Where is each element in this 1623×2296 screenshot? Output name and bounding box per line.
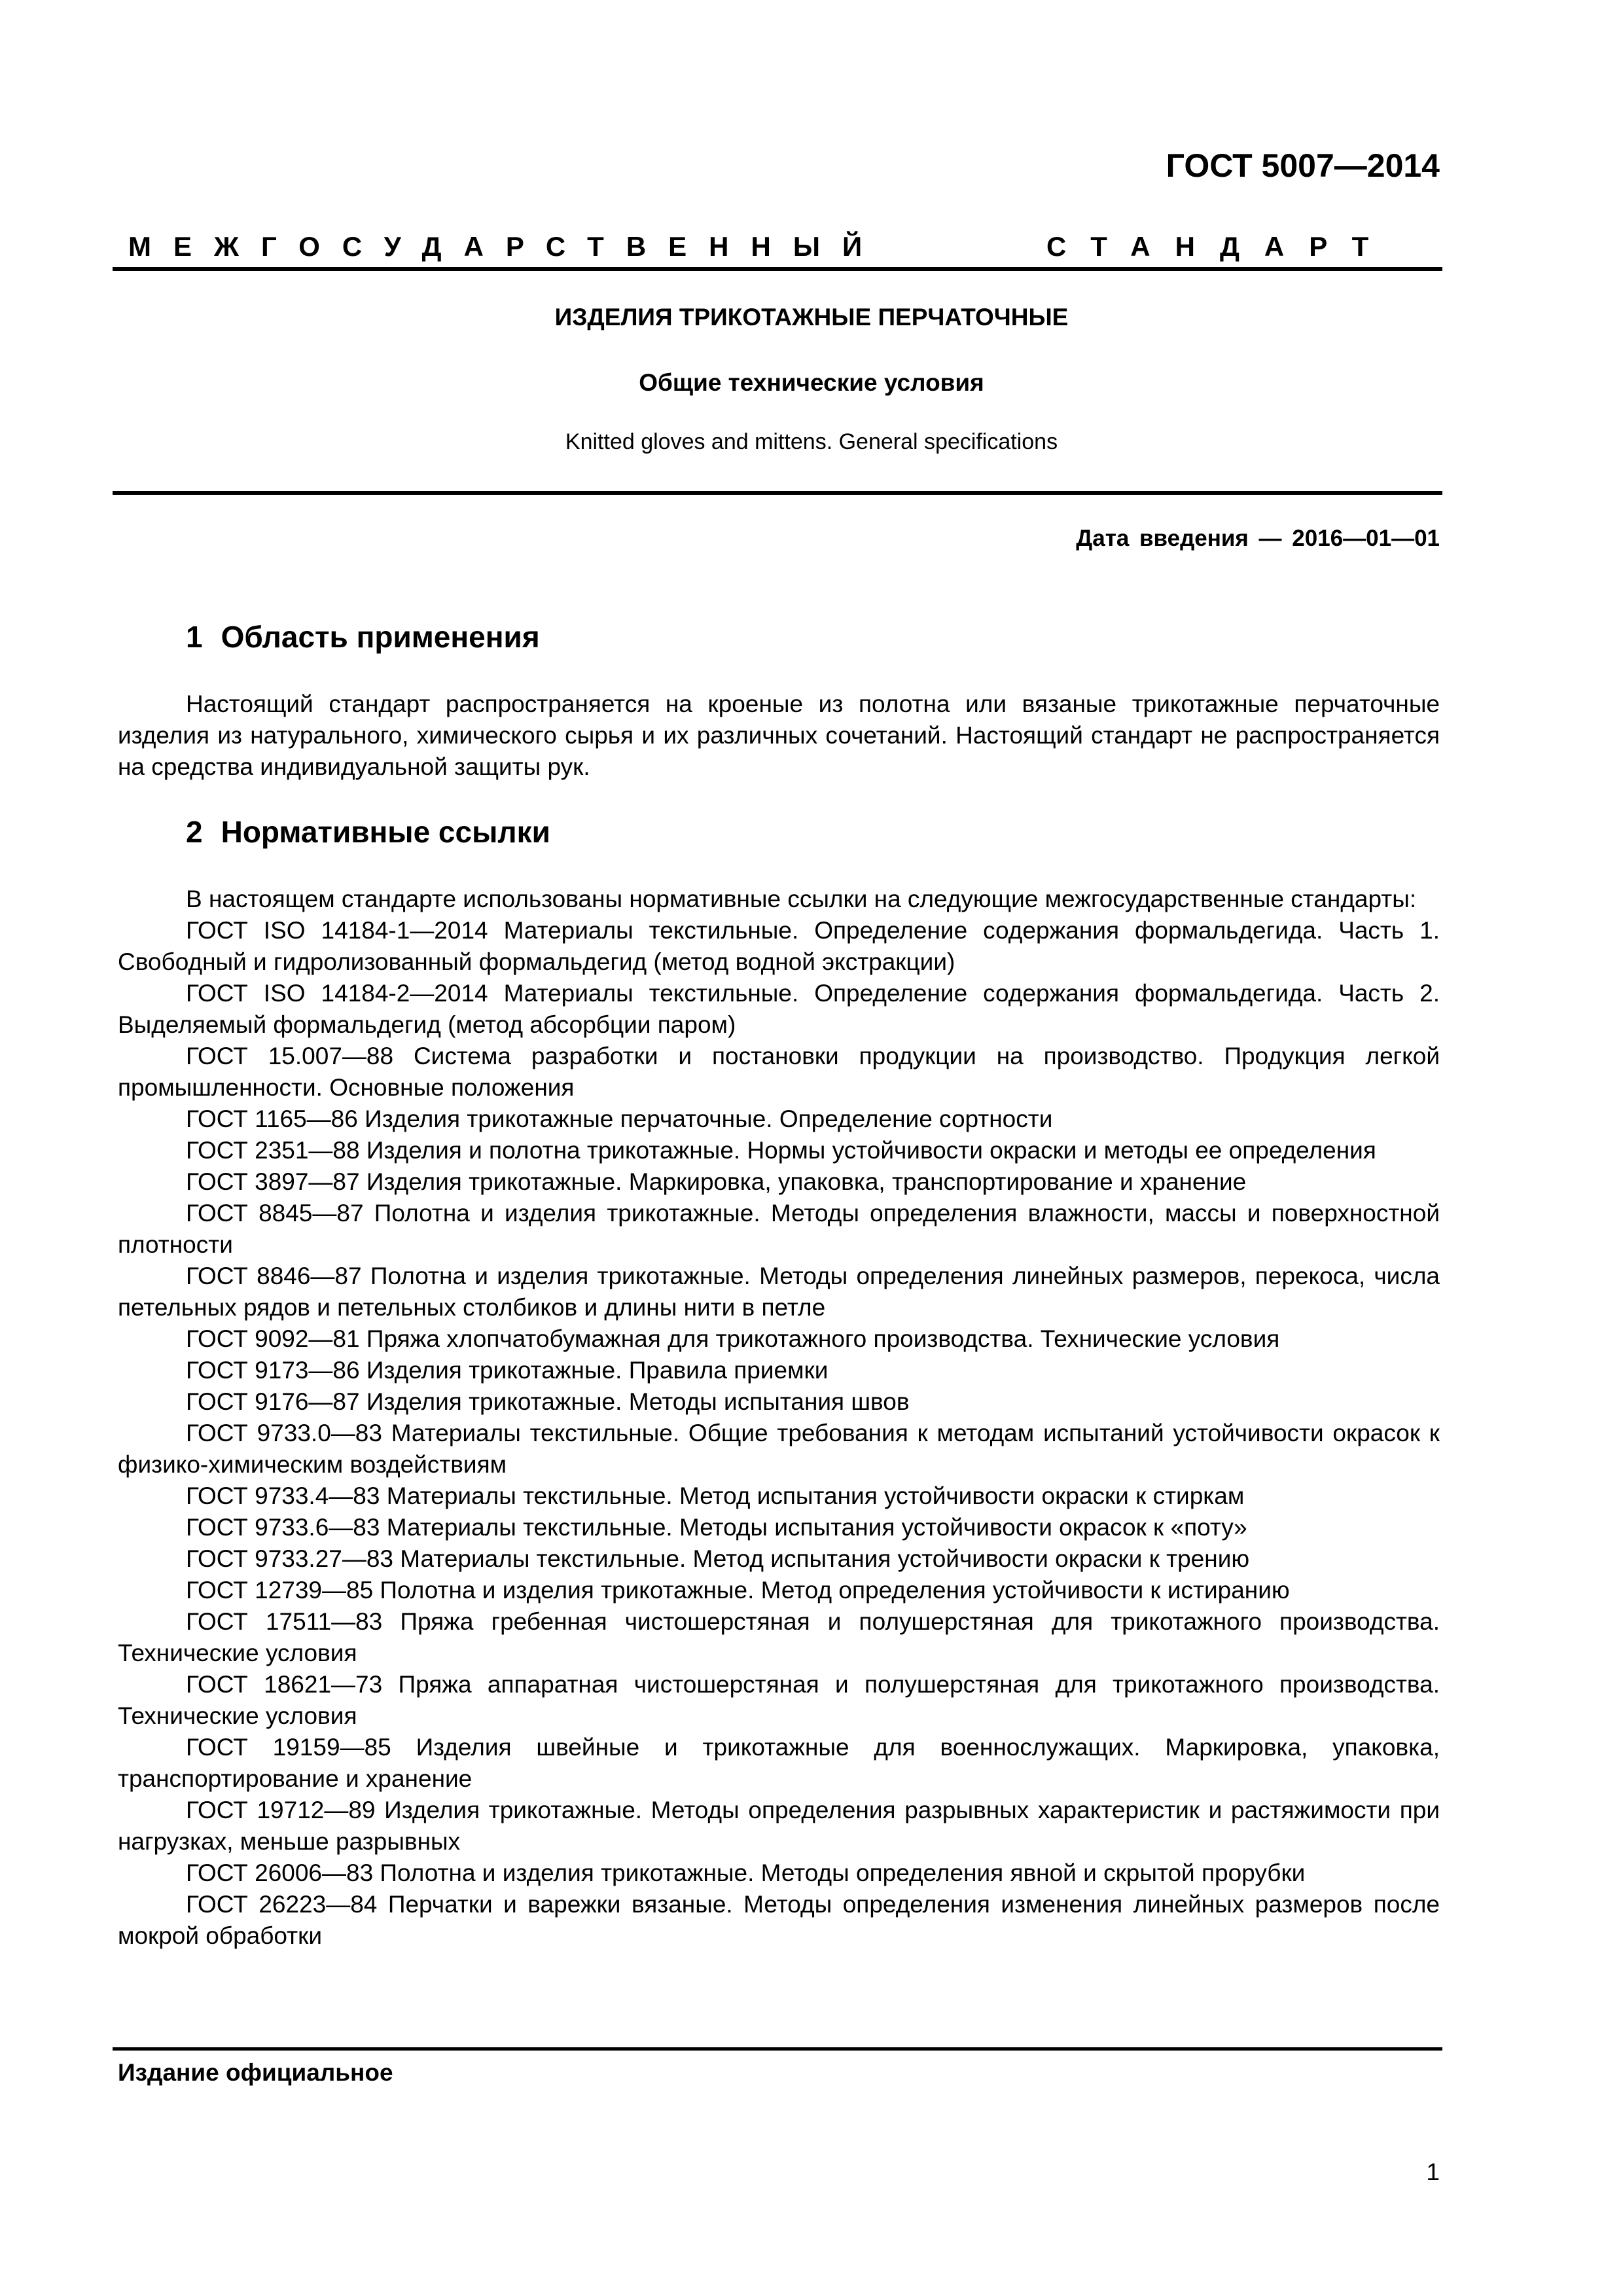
standard-word: СТАНДАРТ (1046, 231, 1394, 262)
reference-item: ГОСТ 26006—83 Полотна и изделия трикотажные. Методы определения явной и скрытой прорубки (186, 1859, 1306, 1886)
reference-item: ГОСТ ISO 14184-2—2014 Материалы текстильные. Определение содержания формальдегида. Часть 2. Выделяемый формальдегид (метод абсорбции паром) (118, 980, 1440, 1038)
reference-item: ГОСТ 12739—85 Полотна и изделия трикотажные. Метод определения устойчивости к истиранию (186, 1577, 1290, 1604)
section-title: Область применения (221, 620, 540, 654)
reference-item: ГОСТ 9733.4—83 Материалы текстильные. Метод испытания устойчивости окраски к стиркам (186, 1482, 1245, 1509)
reference-item: ГОСТ 9176—87 Изделия трикотажные. Методы испытания швов (186, 1388, 910, 1415)
paragraph: Настоящий стандарт распространяется на кроеные из полотна или вязаные трикотажные перчаточные изделия из натурального, химического сырья и их различных сочетаний. Настоящий стандарт не распространяется на средства индивидуальной защиты рук. (118, 691, 1440, 780)
reference-item: ГОСТ 3897—87 Изделия трикотажные. Маркировка, упаковка, транспортирование и хранение (186, 1168, 1247, 1195)
page-number: 1 (1426, 2159, 1440, 2185)
section-heading (186, 622, 540, 652)
reference-item: ГОСТ 9733.0—83 Материалы текстильные. Общие требования к методам испытаний устойчивости окрасок к физико-химическим воздействиям (118, 1420, 1440, 1478)
reference-item: ГОСТ 9733.6—83 Материалы текстильные. Методы испытания устойчивости окрасок к «поту» (186, 1514, 1247, 1541)
section-body (118, 689, 1440, 783)
reference-item: ГОСТ 15.007—88 Система разработки и постановки продукции на производство. Продукция легкой промышленности. Основные положения (118, 1043, 1440, 1101)
official-edition-label: Издание официальное (118, 2059, 393, 2086)
reference-item: ГОСТ 8846—87 Полотна и изделия трикотажные. Методы определения линейных размеров, перекоса, числа петельных рядов и петельных столбиков и длины нити в петле (118, 1263, 1440, 1321)
reference-item: ГОСТ 17511—83 Пряжа гребенная чистошерстяная и полушерстяная для трикотажного производства. Технические условия (118, 1608, 1440, 1666)
interstate-standard-label (128, 231, 1394, 262)
interstate-word: МЕЖГОСУДАРСТВЕННЫЙ (128, 231, 885, 262)
reference-item: ГОСТ 9173—86 Изделия трикотажные. Правила приемки (186, 1357, 829, 1384)
section-heading (186, 817, 550, 847)
reference-item: ГОСТ 2351—88 Изделия и полотна трикотажные. Нормы устойчивости окраски и методы ее определения (186, 1137, 1376, 1164)
gost-number: ГОСТ 5007—2014 (1166, 147, 1440, 184)
reference-item: ГОСТ 18621—73 Пряжа аппаратная чистошерстяная и полушерстяная для трикотажного производства. Технические условия (118, 1671, 1440, 1729)
reference-item: ГОСТ 19159—85 Изделия швейные и трикотажные для военнослужащих. Маркировка, упаковка, транспортирование и хранение (118, 1734, 1440, 1792)
document-subtitle: Общие технические условия (639, 369, 984, 396)
reference-item: ГОСТ 1165—86 Изделия трикотажные перчаточные. Определение сортности (186, 1105, 1053, 1132)
reference-item: ГОСТ 19712—89 Изделия трикотажные. Методы определения разрывных характеристик и растяжимости при нагрузках, меньше разрывных (118, 1797, 1440, 1855)
document-title: ИЗДЕЛИЯ ТРИКОТАЖНЫЕ ПЕРЧАТОЧНЫЕ (554, 304, 1069, 331)
section-body (118, 884, 1440, 1952)
paragraph: В настоящем стандарте использованы нормативные ссылки на следующие межгосударственные стандарты: (186, 886, 1417, 912)
reference-item: ГОСТ 26223—84 Перчатки и варежки вязаные. Методы определения изменения линейных размеров после мокрой обработки (118, 1891, 1440, 1949)
reference-item: ГОСТ 8845—87 Полотна и изделия трикотажные. Методы определения влажности, массы и поверхностной плотности (118, 1200, 1440, 1258)
reference-item: ГОСТ ISO 14184-1—2014 Материалы текстильные. Определение содержания формальдегида. Часть 1. Свободный и гидролизованный формальдегид (метод водной экстракции) (118, 917, 1440, 975)
header-rule (113, 267, 1442, 271)
section-number: 2 (186, 815, 203, 849)
section-title: Нормативные ссылки (221, 815, 550, 849)
introduction-date: Дата введения — 2016—01—01 (1076, 526, 1440, 551)
title-rule (113, 491, 1442, 495)
reference-item: ГОСТ 9092—81 Пряжа хлопчатобумажная для трикотажного производства. Технические условия (186, 1325, 1280, 1352)
section-number: 1 (186, 620, 203, 654)
footer-rule (113, 2047, 1442, 2051)
document-title-english: Knitted gloves and mittens. General specifications (565, 429, 1058, 454)
reference-item: ГОСТ 9733.27—83 Материалы текстильные. Метод испытания устойчивости окраски к трению (186, 1545, 1250, 1572)
